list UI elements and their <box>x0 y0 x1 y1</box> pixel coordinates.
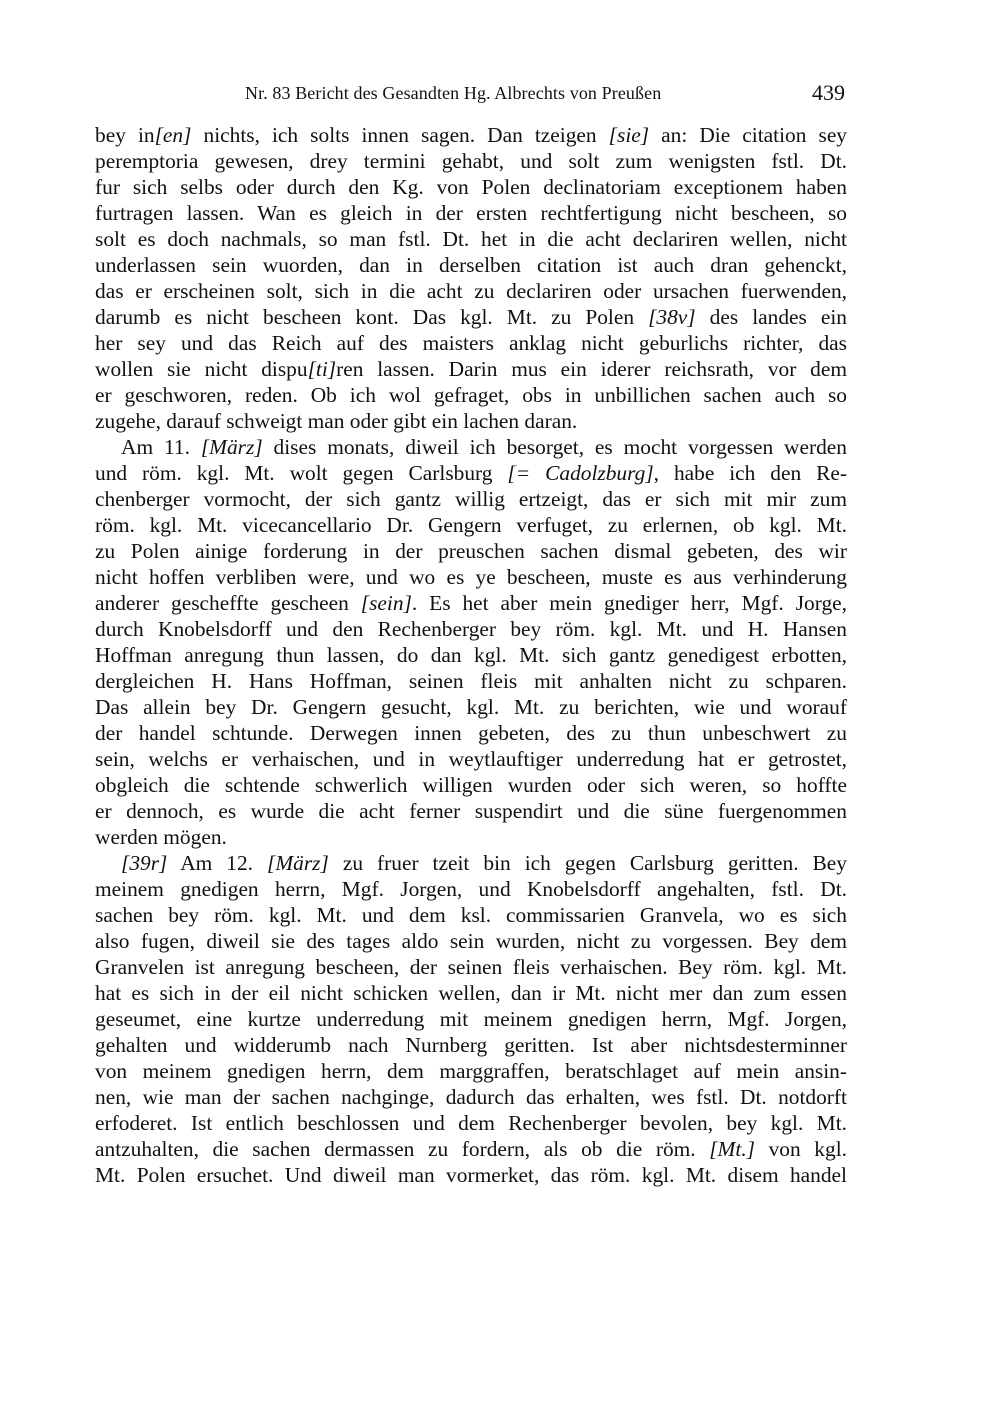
text-segment: erfoderet. Ist entlich beschlossen und dem Rechenberger bevolen, bey kgl. Mt. <box>95 1111 847 1135</box>
text-segment: ren lassen. Darin mus ein iderer reichsrath, vor dem <box>336 357 847 381</box>
text-line <box>95 1006 847 1032</box>
text-segment: underlassen sein wuorden, dan in derselben citation ist auch dran gehenckt, <box>95 253 847 277</box>
editorial-insertion: [März] <box>267 851 329 875</box>
text-segment: obgleich die schtende schwerlich willigen wurden oder sich weren, so hoffte <box>95 773 847 797</box>
text-segment: antzuhalten, die sachen dermassen zu fordern, als ob die röm. <box>95 1137 710 1161</box>
text-line <box>95 252 847 278</box>
text-line <box>95 642 847 668</box>
running-title: Nr. 83 Bericht des Gesandten Hg. Albrechts von Preußen <box>245 83 662 103</box>
text-segment: anderer gescheffte gescheen <box>95 591 361 615</box>
text-segment: das er erscheinen solt, sich in die acht zu declariren oder ursachen fuerwenden, <box>95 279 847 303</box>
editorial-insertion: [38v] <box>648 305 696 329</box>
text-segment: werden mögen. <box>95 825 227 849</box>
text-segment: chenberger vormocht, der sich gantz willig ertzeigt, das er sich mit mir zum <box>95 487 847 511</box>
text-segment: Hoffman anregung thun lassen, do dan kgl. Mt. sich gantz genedigest erbotten, <box>95 643 847 667</box>
body-text <box>95 122 847 1188</box>
text-line <box>95 200 847 226</box>
text-segment: zugehe, darauf schweigt man oder gibt ein lachen daran. <box>95 409 578 433</box>
text-line <box>95 512 847 538</box>
text-segment: wollen sie nicht dispu <box>95 357 308 381</box>
text-line <box>95 486 847 512</box>
text-line <box>95 1084 847 1110</box>
text-line <box>95 954 847 980</box>
text-line <box>95 460 847 486</box>
page-number: 439 <box>812 80 845 105</box>
text-segment: er dennoch, es wurde die acht ferner suspendirt und die süne fuergenommen <box>95 799 847 823</box>
editorial-insertion: [sie] <box>608 123 650 147</box>
editorial-insertion: [ti] <box>307 357 337 381</box>
text-segment: dergleichen H. Hans Hoffman, seinen fleis mit anhalten nicht zu schparen. <box>95 669 847 693</box>
text-line <box>95 148 847 174</box>
text-line <box>95 980 847 1006</box>
text-line <box>95 928 847 954</box>
editorial-insertion: [sein] <box>360 591 412 615</box>
text-line <box>95 226 847 252</box>
text-segment: er geschworen, reden. Ob ich wol gefraget, obs in unbillichen sachen auch so <box>95 383 847 407</box>
text-line <box>95 1136 847 1162</box>
text-line <box>95 1058 847 1084</box>
text-segment: hat es sich in der eil nicht schicken wellen, dan ir Mt. nicht mer dan zum essen <box>95 981 847 1005</box>
text-line <box>95 668 847 694</box>
text-segment: sein, welchs er verhaischen, und in weytlauftiger underredung hat er getrostet, <box>95 747 847 771</box>
text-line <box>95 564 847 590</box>
text-segment: geseumet, eine kurtze underredung mit meinem gnedigen herrn, Mgf. Jorgen, <box>95 1007 847 1031</box>
text-line <box>95 278 847 304</box>
text-segment: zu fruer tzeit bin ich gegen Carlsburg geritten. Bey <box>328 851 847 875</box>
text-segment: zu Polen ainige forderung in der preuschen sachen dismal gebeten, des wir <box>95 539 847 563</box>
text-segment: , habe ich den Re- <box>653 461 847 485</box>
text-line <box>95 304 847 330</box>
text-line <box>95 1162 847 1188</box>
text-line <box>95 902 847 928</box>
text-line <box>95 850 847 876</box>
text-line <box>95 616 847 642</box>
text-line <box>95 174 847 200</box>
text-segment: nicht hoffen verbliben were, und wo es ye bescheen, muste es aus verhinderung <box>95 565 847 589</box>
text-line <box>95 356 847 382</box>
text-segment: Mt. Polen ersuchet. Und diweil man vormerket, das röm. kgl. Mt. disem handel <box>95 1163 847 1187</box>
text-segment: von kgl. <box>755 1137 847 1161</box>
text-segment: gehalten und widderumb nach Nurnberg geritten. Ist aber nichtsdesterminner <box>95 1033 847 1057</box>
text-segment: dises monats, diweil ich besorget, es mocht vorgessen werden <box>262 435 847 459</box>
text-line <box>95 382 847 408</box>
text-line <box>95 408 847 434</box>
text-line <box>95 746 847 772</box>
text-line <box>95 798 847 824</box>
text-line <box>95 824 847 850</box>
text-line <box>95 1110 847 1136</box>
text-segment: furtragen lassen. Wan es gleich in der ersten rechtfertigung nicht bescheen, so <box>95 201 847 225</box>
text-segment: peremptoria gewesen, drey termini gehabt, und solt zum wenigsten fstl. Dt. <box>95 149 847 173</box>
text-segment: sachen bey röm. kgl. Mt. und dem ksl. commissarien Granvela, wo es sich <box>95 903 847 927</box>
editorial-insertion: [39r] <box>121 851 168 875</box>
text-line <box>95 330 847 356</box>
text-line <box>95 590 847 616</box>
text-line <box>95 876 847 902</box>
text-segment: durch Knobelsdorff und den Rechenberger bey röm. kgl. Mt. und H. Hansen <box>95 617 847 641</box>
text-segment: . Es het aber mein gnediger herr, Mgf. Jorge, <box>411 591 847 615</box>
text-segment: und röm. kgl. Mt. wolt gegen Carlsburg <box>95 461 508 485</box>
text-segment: an: Die citation sey <box>649 123 848 147</box>
text-segment: also fugen, diweil sie des tages aldo sein wurden, nicht zu vorgessen. Bey dem <box>95 929 847 953</box>
text-segment: bey in <box>95 123 155 147</box>
document-page <box>95 0 847 1418</box>
text-segment: von meinem gnedigen herrn, dem marggraffen, beratschlaget auf mein ansin- <box>95 1059 847 1083</box>
text-line <box>95 694 847 720</box>
text-segment: nen, wie man der sachen nachginge, dadurch das erhalten, wes fstl. Dt. notdorft <box>95 1085 847 1109</box>
text-line <box>95 434 847 460</box>
text-line <box>95 1032 847 1058</box>
text-segment: Am 12. <box>167 851 268 875</box>
editorial-insertion: [= Cadolzburg] <box>507 461 654 485</box>
text-line <box>95 538 847 564</box>
editorial-insertion: [Mt.] <box>709 1137 755 1161</box>
text-segment: darumb es nicht bescheen kont. Das kgl. Mt. zu Polen <box>95 305 649 329</box>
text-segment: des landes ein <box>695 305 847 329</box>
text-line <box>95 720 847 746</box>
text-segment: Das allein bey Dr. Gengern gesucht, kgl. Mt. zu berichten, wie und worauf <box>95 695 847 719</box>
text-segment: solt es doch nachmals, so man fstl. Dt. het in die acht declariren wellen, nicht <box>95 227 847 251</box>
text-segment: der handel schtunde. Derwegen innen gebeten, des zu thun unbeschwert zu <box>95 721 847 745</box>
text-line <box>95 122 847 148</box>
text-segment: Granvelen ist anregung bescheen, der seinen fleis verhaischen. Bey röm. kgl. Mt. <box>95 955 847 979</box>
text-segment: Am 11. <box>121 435 201 459</box>
text-segment: her sey und das Reich auf des maisters anklag nicht geburlichs richter, das <box>95 331 847 355</box>
text-segment: nichts, ich solts innen sagen. Dan tzeigen <box>191 123 609 147</box>
text-segment: fur sich selbs oder durch den Kg. von Polen declinatoriam exceptionem haben <box>95 175 847 199</box>
text-segment: röm. kgl. Mt. vicecancellario Dr. Gengern verfuget, zu erlernen, ob kgl. Mt. <box>95 513 847 537</box>
running-head <box>95 80 847 108</box>
editorial-insertion: [en] <box>154 123 192 147</box>
editorial-insertion: [März] <box>200 435 263 459</box>
text-segment: meinem gnedigen herrn, Mgf. Jorgen, und Knobelsdorff angehalten, fstl. Dt. <box>95 877 847 901</box>
text-line <box>95 772 847 798</box>
